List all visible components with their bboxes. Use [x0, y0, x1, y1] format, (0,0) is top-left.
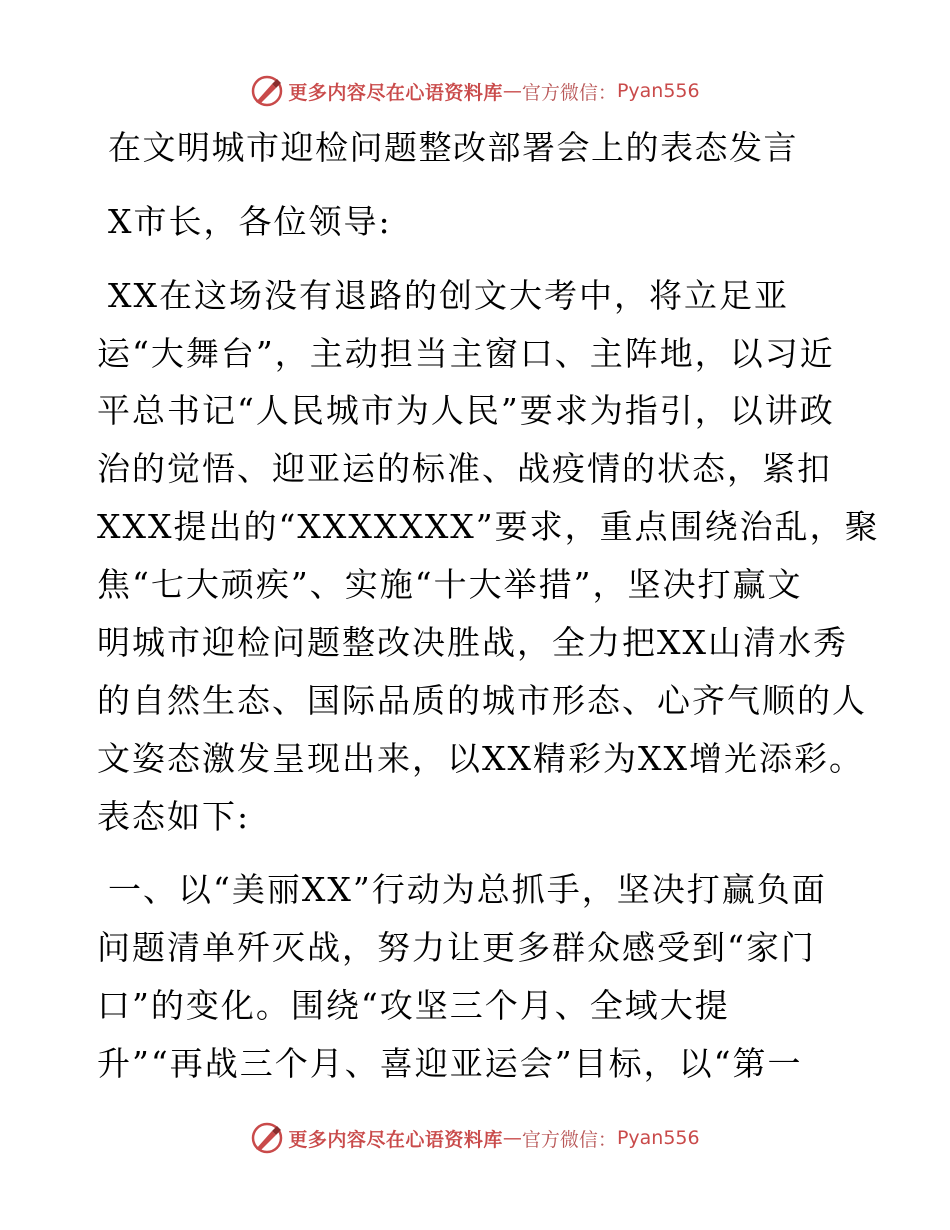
- paragraph-line: 问题清单歼灭战，努力让更多群众感受到“家门: [97, 928, 816, 967]
- paragraph-line: 焦“七大顽疾”、实施“十大举措”，坚决打赢文: [97, 565, 803, 604]
- watermark-wechat-label: 官方微信：: [521, 1128, 617, 1151]
- document-title: 在文明城市迎检问题整改部署会上的表态发言: [108, 128, 798, 167]
- paragraph-line: 平总书记“人民城市为人民”要求为指引，以讲政: [97, 391, 835, 430]
- paragraph-line: 的自然生态、国际品质的城市形态、心齐气顺的人: [97, 681, 867, 720]
- watermark-separator: —: [502, 80, 522, 102]
- section-heading-line: 一、以“美丽XX”行动为总抓手，坚决打赢负面: [108, 870, 827, 909]
- paragraph-line: XX在这场没有退路的创文大考中，将立足亚: [108, 276, 789, 315]
- pen-logo-icon: [250, 74, 284, 108]
- paragraph-line: XXX提出的“XXXXXXX”要求，重点围绕治乱，聚: [97, 507, 880, 546]
- watermark-wechat-id: Pyan556: [616, 1127, 700, 1149]
- paragraph-line: 文姿态激发呈现出来，以XX精彩为XX增光添彩。: [97, 739, 864, 778]
- watermark-header: [0, 74, 950, 108]
- watermark-separator: —: [502, 1127, 522, 1149]
- watermark-footer: [0, 1121, 950, 1155]
- watermark-text: 更多内容尽在心语资料库: [288, 1128, 503, 1151]
- paragraph-line: 运“大舞台”，主动担当主窗口、主阵地，以习近: [97, 334, 835, 373]
- salutation: X市长，各位领导:: [108, 202, 392, 241]
- watermark-wechat-label: 官方微信：: [521, 81, 617, 104]
- paragraph-line: 治的觉悟、迎亚运的标准、战疫情的状态，紧扣: [97, 449, 832, 488]
- paragraph-line: 口”的变化。围绕“攻坚三个月、全域大提: [97, 986, 730, 1025]
- paragraph-line: 明城市迎检问题整改决胜战，全力把XX山清水秀: [97, 623, 848, 662]
- paragraph-line: 表态如下:: [97, 797, 251, 836]
- watermark-wechat-id: Pyan556: [616, 80, 700, 102]
- paragraph-line: 升”“再战三个月、喜迎亚运会”目标，以“第一: [97, 1044, 803, 1083]
- watermark-text: 更多内容尽在心语资料库: [288, 81, 503, 104]
- pen-logo-icon: [250, 1121, 284, 1155]
